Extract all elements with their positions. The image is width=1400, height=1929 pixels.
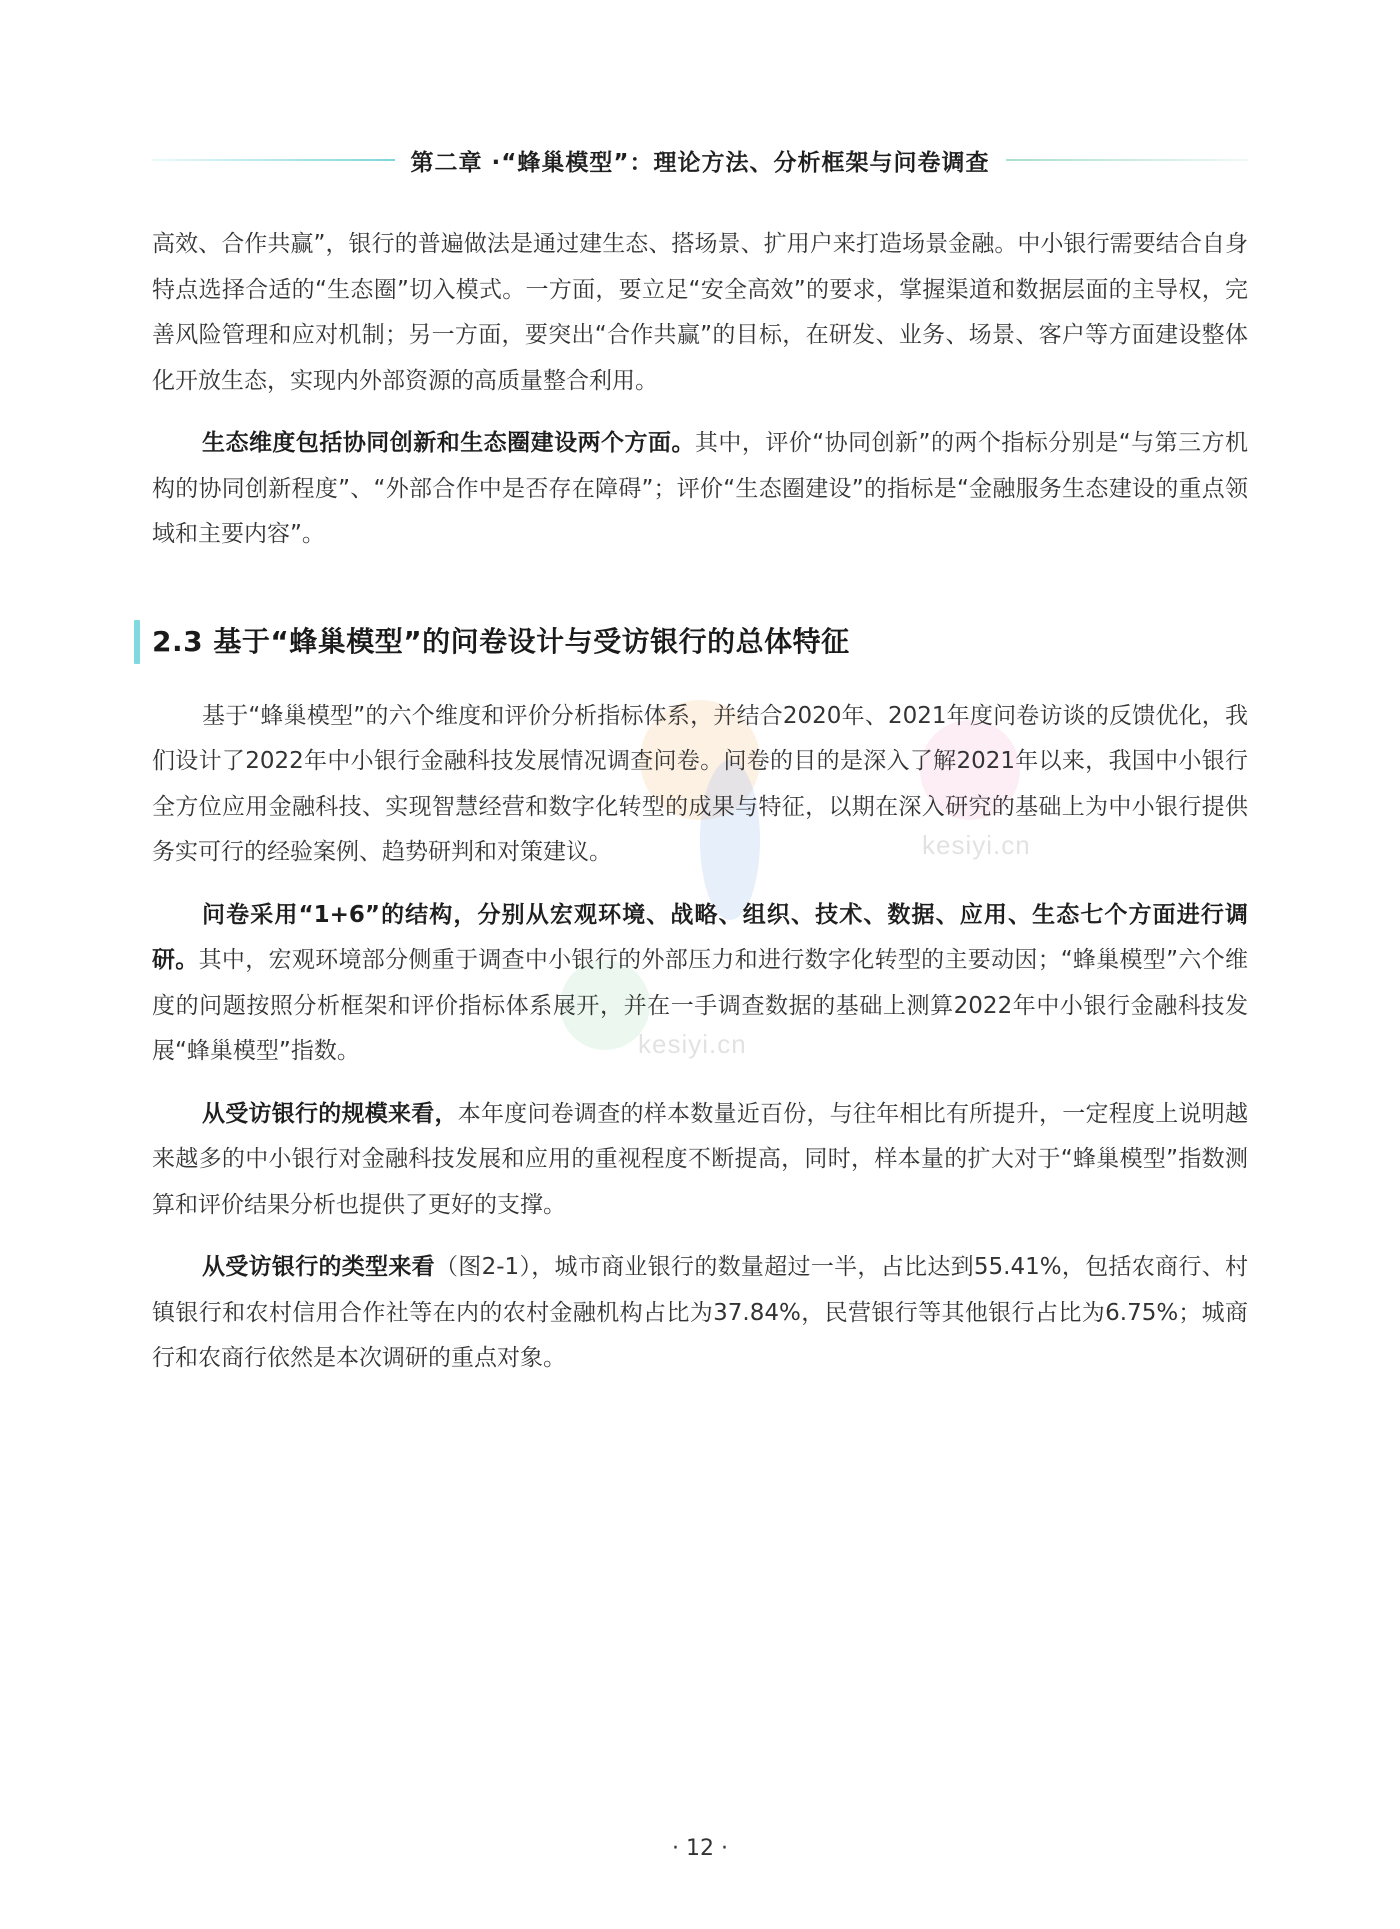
- page-number: · 12 ·: [672, 1836, 728, 1861]
- body-paragraph: [152, 1245, 1248, 1382]
- running-header: [152, 140, 1248, 180]
- watermark-text: kesiyi.cn: [638, 1029, 747, 1059]
- header-rule-right: [1006, 159, 1249, 161]
- paragraph-text: 其中，评价“协同创新”的两个指标分别是“与第三方机构的协同创新程度”、“外部合作中是否存在障碍”；评价“生态圈建设”的指标是“金融服务生态建设的重点领域和主要内容”。: [152, 430, 1249, 547]
- body-paragraph: [152, 893, 1248, 1075]
- paragraph-text: 基于“蜂巢模型”的六个维度和评价分析指标体系，并结合2020年、2021年度问卷访谈的反馈优化，我们设计了2022年中小银行金融科技发展情况调查问卷。问卷的目的是深入了解2021年以来，我国中小银行全方位应用金融科技、实现智慧经营和数字化转型的成果与特征，以期在深入研究的基础上为中小银行提供务实可行的经验案例、趋势研判和对策建议。: [152, 702, 1248, 865]
- section-accent-bar: [134, 620, 140, 664]
- body-paragraph: [152, 1092, 1248, 1229]
- paragraph-lead-bold: 从受访银行的规模来看，: [202, 1100, 458, 1127]
- paragraph-text: 本年度问卷调查的样本数量近百份，与往年相比有所提升，一定程度上说明越来越多的中小银行对金融科技发展和应用的重视程度不断提高，同时，样本量的扩大对于“蜂巢模型”指数测算和评价结果分析也提供了更好的支撑。: [152, 1100, 1248, 1218]
- paragraph-text: 高效、合作共赢”，银行的普遍做法是通过建生态、搭场景、扩用户来打造场景金融。中小银行需要结合自身特点选择合适的“生态圈”切入模式。一方面，要立足“安全高效”的要求，掌握渠道和数据层面的主导权，完善风险管理和应对机制；另一方面，要突出“合作共赢”的目标，在研发、业务、场景、客户等方面建设整体化开放生态，实现内外部资源的高质量整合利用。: [152, 231, 1248, 394]
- running-header-title: 第二章 ·“蜂巢模型”：理论方法、分析框架与问卷调查: [410, 149, 990, 176]
- header-rule-left: [152, 159, 395, 161]
- section-heading: [152, 616, 1248, 664]
- body-paragraph: [152, 694, 1248, 876]
- body-paragraph: [152, 421, 1248, 558]
- main-content: [152, 222, 1248, 1399]
- paragraph-text: （图2-1），城市商业银行的数量超过一半，占比达到55.41%，包括农商行、村镇银行和农村信用合作社等在内的农村金融机构占比为37.84%，民营银行等其他银行占比为6.75%；城商行和农商行依然是本次调研的重点对象。: [152, 1254, 1248, 1371]
- paragraph-lead-bold: 从受访银行的类型来看: [202, 1254, 435, 1280]
- section-title: 2.3 基于“蜂巢模型”的问卷设计与受访银行的总体特征: [152, 624, 850, 658]
- paragraph-lead-bold: 生态维度包括协同创新和生态圈建设两个方面。: [202, 430, 695, 456]
- body-paragraph: [152, 222, 1248, 404]
- paragraph-text: 其中，宏观环境部分侧重于调查中小银行的外部压力和进行数字化转型的主要动因；“蜂巢模型”六个维度的问题按照分析框架和评价指标体系展开，并在一手调查数据的基础上测算2022年中小银行金融科技发展“蜂巢模型”指数。: [152, 947, 1248, 1064]
- paragraph-lead-bold: 问卷采用“1+6”的结构，分别从宏观环境、战略、组织、技术、数据、应用、生态七个方面进行调研。: [152, 901, 1248, 973]
- watermark-text: kesiyi.cn: [922, 830, 1031, 860]
